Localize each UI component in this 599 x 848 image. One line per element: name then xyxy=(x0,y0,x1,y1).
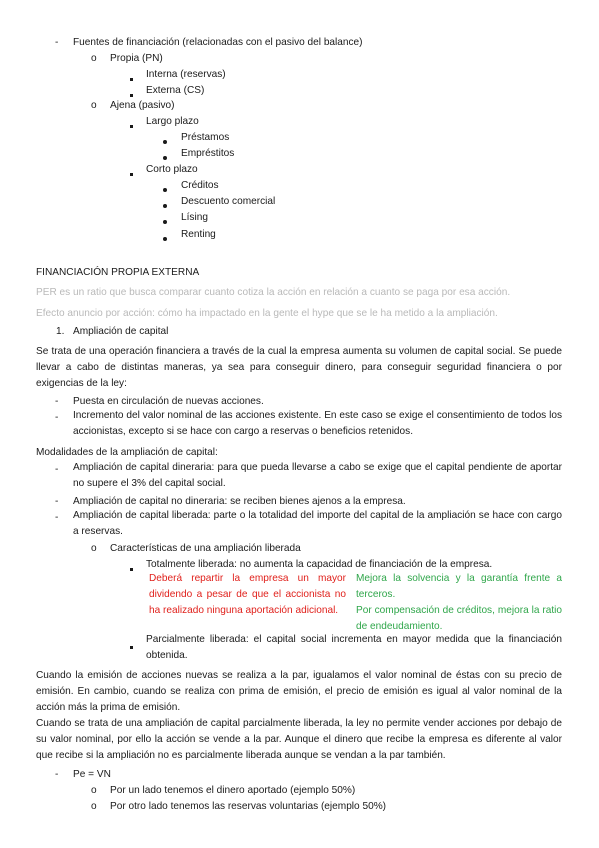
dot-bullet xyxy=(163,135,167,148)
modalidades-label: Modalidades de la ampliación de capital: xyxy=(36,447,218,458)
intro-paragraph: Se trata de una operación financiera a través de la cual la empresa aumenta su volumen de capital social. Se puede llevar a cabo de distintas maneras, ya sea para conseguir dinero, para conseguir seguridad financiera o por exigencias de la ley: xyxy=(36,346,562,390)
paragraph-parcial: Cuando se trata de una ampliación de capital parcialmente liberada, la ley no permite vender acciones por debajo de su valor nominal, por ello la acción se vende a la par. Aunque el dinero que recibe la empresa es diferente al valor que recibe si la ampliación no es parcialmente liberada aunque se vendan a la par también. xyxy=(36,718,562,762)
outline-corto: Corto plazo xyxy=(146,164,198,175)
section-heading: FINANCIACIÓN PROPIA EXTERNA xyxy=(36,267,200,278)
way-item-2: Incremento del valor nominal de las acciones existente. En este caso se exige el consentimiento de todos los accionistas, excepto si se hace con cargo a reservas o beneficios retenidos. xyxy=(73,410,562,438)
per-note: PER es un ratio que busca comparar cuanto cotiza la acción en relación a cuanto se paga por esa acción. xyxy=(36,287,511,298)
green-note-2: Por compensación de créditos, mejora la ratio de endeudamiento. xyxy=(356,605,562,633)
pe-item-1: Por un lado tenemos el dinero aportado (ejemplo 50%) xyxy=(110,785,356,796)
modalidad-1: Ampliación de capital dineraria: para que pueda llevarse a cabo se exige que el capital pendiente de aportar no supere el 3% del capital social. xyxy=(73,462,562,490)
subheading-ampliacion: Ampliación de capital xyxy=(73,326,169,337)
dash-bullet: - xyxy=(55,37,59,48)
totalmente-liberada: Totalmente liberada: no aumenta la capacidad de financiación de la empresa. xyxy=(146,559,493,570)
paragraph-a-la-par: Cuando la emisión de acciones nuevas se realiza a la par, igualamos el valor nominal de éstas con su precio de emisión. En cambio, cuando se realiza con prima de emisión, el precio de emisión es igual al valor nominal de la acción más la prima de emisión. xyxy=(36,670,562,714)
dot-bullet xyxy=(163,183,167,196)
square-bullet xyxy=(130,640,133,653)
square-bullet xyxy=(130,562,133,575)
outline-descuento: Descuento comercial xyxy=(181,196,276,207)
parcialmente-liberada: Parcialmente liberada: el capital social incrementa en mayor medida que la financiación obtenida. xyxy=(146,634,562,662)
dot-bullet xyxy=(163,232,167,245)
caracteristicas: Características de una ampliación liberada xyxy=(110,543,301,554)
dash-bullet: - xyxy=(55,512,59,523)
outline-emprestitos: Empréstitos xyxy=(181,148,235,159)
dash-bullet: - xyxy=(55,496,59,507)
square-bullet xyxy=(130,72,133,85)
o-bullet: o xyxy=(91,543,97,554)
dash-bullet: - xyxy=(55,464,59,475)
outline-interna: Interna (reservas) xyxy=(146,69,226,80)
dot-bullet xyxy=(163,199,167,212)
number-1: 1. xyxy=(56,326,65,337)
outline-prestamos: Préstamos xyxy=(181,132,230,143)
square-bullet xyxy=(130,119,133,132)
dash-bullet: - xyxy=(55,412,59,423)
dot-bullet xyxy=(163,215,167,228)
red-note: Deberá repartir la empresa un mayor dividendo a pesar de que el accionista no ha realizado ninguna aportación adicional. xyxy=(149,573,346,617)
pe-item-2: Por otro lado tenemos las reservas voluntarias (ejemplo 50%) xyxy=(110,801,387,812)
outline-lising: Lísing xyxy=(181,212,208,223)
outline-externa: Externa (CS) xyxy=(146,85,205,96)
dash-bullet: - xyxy=(55,769,59,780)
outline-fuentes: Fuentes de financiación (relacionadas con el pasivo del balance) xyxy=(73,37,363,48)
o-bullet: o xyxy=(91,801,97,812)
outline-ajena: Ajena (pasivo) xyxy=(110,100,175,111)
o-bullet: o xyxy=(91,100,97,111)
efecto-note: Efecto anuncio por acción: cómo ha impactado en la gente el hype que se le ha metido a la ampliación. xyxy=(36,308,498,319)
way-item-1: Puesta en circulación de nuevas acciones. xyxy=(73,396,264,407)
square-bullet xyxy=(130,167,133,180)
dash-bullet: - xyxy=(55,396,59,407)
outline-propia: Propia (PN) xyxy=(110,53,163,64)
green-note-1: Mejora la solvencia y la garantía frente a terceros. xyxy=(356,573,562,601)
outline-creditos: Créditos xyxy=(181,180,219,191)
outline-renting: Renting xyxy=(181,229,216,240)
modalidad-3: Ampliación de capital liberada: parte o la totalidad del importe del capital de la ampliación se hace con cargo a reservas. xyxy=(73,510,562,538)
pe-vn: Pe = VN xyxy=(73,769,111,780)
o-bullet: o xyxy=(91,785,97,796)
modalidad-2: Ampliación de capital no dineraria: se reciben bienes ajenos a la empresa. xyxy=(73,496,406,507)
outline-largo: Largo plazo xyxy=(146,116,199,127)
o-bullet: o xyxy=(91,53,97,64)
